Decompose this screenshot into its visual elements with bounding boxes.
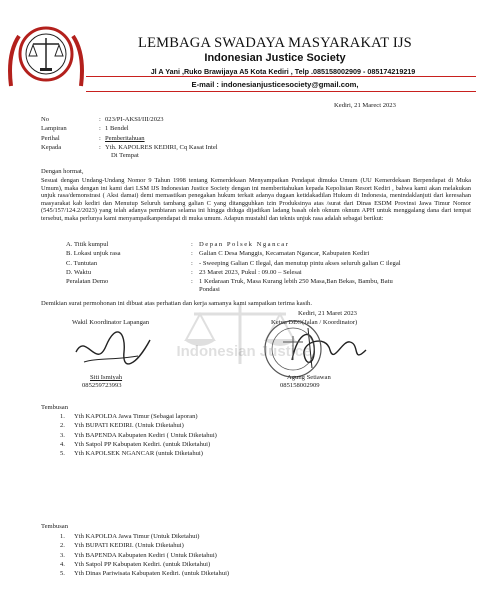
org-name-en: Indonesian Justice Society (204, 52, 346, 64)
meta-row-no: No : 023/PI-AKSI/III/2023 (41, 116, 164, 123)
left-signature (66, 322, 156, 376)
tembusan-list-2 (60, 533, 380, 578)
list-item: 4. Yth Satpol PP Kabupaten Kediri. (untuk Diketahui) (60, 560, 211, 568)
right-signer-name: Agung Setiawan (287, 374, 331, 381)
meta-row-kepada: Kepada : Yth. KAPOLRES KEDIRI, Cq Kasat Intel (41, 143, 218, 151)
detail-row: B. Lokasi unjuk rasa : Galian C Desa Manggis, Kecamatan Ngancar, Kabupaten Kediri (66, 250, 370, 258)
greeting: Dengan hormat, (41, 168, 84, 175)
detail-row: A. Titik kumpul : Depan Polsek Ngancar (66, 241, 290, 248)
list-item: 5. Yth Dinas Pariwisata Kabupaten Kediri. (untuk Diketahui) (60, 570, 230, 578)
demo-details (66, 241, 456, 294)
letter-date: Kediri, 21 Marect 2023 (334, 102, 396, 109)
org-name: LEMBAGA SWADAYA MASYARAKAT IJS (138, 35, 412, 51)
right-signer-role: Ketua DEO(Jalan / Koordinator) (271, 319, 358, 326)
org-stamp (262, 318, 324, 380)
detail-row: Peralatan Demo : 1 Kedaraan Truk, Masa Kurang lebih 250 Masa,Ban Bekas, Bambu, Batu Pondasi (66, 278, 393, 293)
sign-date: Kediri, 21 Maret 2023 (298, 310, 357, 317)
right-signer-phone: 085158002909 (280, 382, 320, 389)
left-signer-phone: 085259723993 (82, 382, 122, 389)
list-item: 3. Yth BAPENDA Kabupaten Kediri ( Untuk Diketahui) (60, 551, 217, 559)
list-item: 2. Yth BUPATI KEDIRI. (Untuk Diketahui) (60, 422, 184, 430)
meta-row-perihal: Perihal : Pemberitahuan (41, 134, 145, 142)
header-divider-top (86, 76, 476, 77)
tembusan-list (60, 413, 380, 458)
closing-text: Demikian surat permohonan ini dibuat atas perhatian dan kerja samanya kami sampaikan terima kasih. (41, 300, 312, 307)
meta-row-kepada-2: Di Tempat (111, 151, 139, 159)
left-signer-role: Wakil Koordinator Lapangan (72, 319, 150, 326)
detail-row: D. Waktu : 23 Maret 2023, Pukul : 09.00 – Selesai (66, 268, 302, 276)
body-paragraph: Sesuai dengan Undang-Undang Nomor 9 Tahun 1998 tentang Kemerdekaan Menyampaikan Pendapat dimuka Umum (UU Kemerdekaan Berpendapat di Muka Umum), maka dengan ini kami dari LSM IJS Indonesian Justice Society dengan ini memberitahukan kepada Kepolisian Resort Kediri , bahwa kami akan melakukan unjuk rasa/demonstrasi ( Aksi damai) demi memastikan penegakan hukum terkait adanya dugaan ketidakadilan Hukum di Indonesia, menindaklanjuti dari keresahan masyarakat kab kediri dan Menutup Seluruh tambang galian C yang ditangguhkan izin Produksinya atas /surat dari Dinas ESDM Provinsi Jawa Timur Nomor (545/157/124.2/2023) yang telah adanya pembiaran selama ini hingga diduga dijadikan ladang basah oleh oknum oknum APH untuk menggalang dana dari tempat tersebut, maka perlunya kami menyampaikanpendapat di muka umum. Adapun mustahil dan teknis unjuk rasa adalah sebagai berikut: (41, 177, 471, 222)
org-address: Jl A Yani ,Ruko Brawijaya A5 Kota Kediri , Telp .085158002909 - 085174219219 (150, 67, 416, 76)
meta-row-lampiran: Lampiran : 1 Bendel (41, 125, 129, 133)
tembusan-label: Tembusan (41, 404, 69, 411)
list-item: 2. Yth BUPATI KEDIRI. (Untuk Diketahui) (60, 542, 184, 550)
letter-meta (41, 116, 321, 159)
header-divider-bottom (86, 91, 476, 92)
tembusan-label-2: Tembusan (41, 523, 69, 530)
list-item: 3. Yth BAPENDA Kabupaten Kediri ( Untuk Diketahui) (60, 431, 217, 439)
org-email: E-mail : indonesianjusticesociety@gmail.com, (191, 80, 359, 89)
list-item: 5. Yth KAPOLSEK NGANCAR (untuk Diketahui) (60, 450, 203, 458)
list-item: 4. Yth Satpol PP Kabupaten Kediri. (untuk Diketahui) (60, 440, 211, 448)
left-signer-name: Siti Ismiyah (90, 374, 123, 381)
detail-row: C. Tuntutan : - Sweeping Galian C Ilegal, dan menutup pintu akses seluruh galian C ilegal (66, 259, 401, 267)
list-item: 1. Yth KAPOLDA Jawa Timur (Untuk Diketahui) (60, 533, 200, 540)
org-logo (5, 14, 87, 94)
watermark-text: Indonesian Justice (176, 343, 312, 360)
list-item: 1. Yth KAPOLDA Jawa Timur (Sebagai laporan) (60, 413, 198, 420)
